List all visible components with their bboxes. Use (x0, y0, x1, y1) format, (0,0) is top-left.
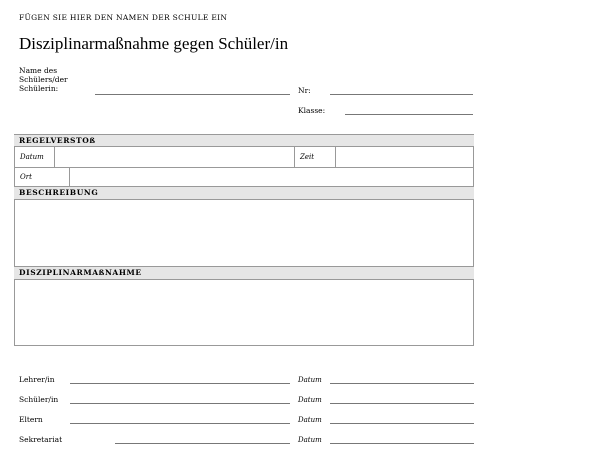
signature-label-parents: Eltern (19, 415, 43, 424)
section-header-violation: REGELVERSTOß (14, 134, 474, 147)
signature-date-label: Datum (298, 416, 322, 424)
nr-field[interactable] (330, 94, 473, 95)
date-label: Datum (20, 153, 44, 161)
cell-divider (294, 147, 295, 168)
incident-time-field[interactable] (336, 148, 473, 167)
student-name-label (19, 66, 68, 93)
signature-date-field-office[interactable] (330, 443, 474, 444)
signature-date-label: Datum (298, 376, 322, 384)
school-name-placeholder[interactable]: FÜGEN SIE HIER DEN NAMEN DER SCHULE EIN (19, 13, 228, 22)
signature-field-teacher[interactable] (70, 383, 290, 384)
section-header-description: BESCHREIBUNG (14, 186, 474, 200)
description-field[interactable] (15, 201, 473, 266)
time-label: Zeit (300, 153, 315, 161)
section-header-measure: DISZIPLINARMAßNAHME (14, 266, 474, 280)
signature-label-office: Sekretariat (19, 435, 63, 444)
nr-label: Nr: (298, 86, 311, 95)
student-name-label-line: Name des (19, 66, 58, 75)
student-name-label-line: Schülers/der (19, 75, 68, 84)
signature-field-office[interactable] (115, 443, 290, 444)
signature-date-label: Datum (298, 396, 322, 404)
signature-field-student[interactable] (70, 403, 290, 404)
student-name-label-line: Schülerin: (19, 84, 59, 93)
measure-field[interactable] (15, 281, 473, 345)
signature-date-field-teacher[interactable] (330, 383, 474, 384)
signature-date-field-parents[interactable] (330, 423, 474, 424)
place-label: Ort (20, 173, 32, 181)
class-field[interactable] (345, 114, 473, 115)
student-name-field[interactable] (95, 94, 290, 95)
signature-date-field-student[interactable] (330, 403, 474, 404)
signature-label-teacher: Lehrer/in (19, 375, 55, 384)
signature-label-student: Schüler/in (19, 395, 59, 404)
incident-date-field[interactable] (55, 148, 293, 167)
incident-place-field[interactable] (70, 168, 473, 185)
signature-field-parents[interactable] (70, 423, 290, 424)
class-label: Klasse: (298, 106, 326, 115)
form-title: Disziplinarmaßnahme gegen Schüler/in (19, 34, 289, 53)
signature-date-label: Datum (298, 436, 322, 444)
